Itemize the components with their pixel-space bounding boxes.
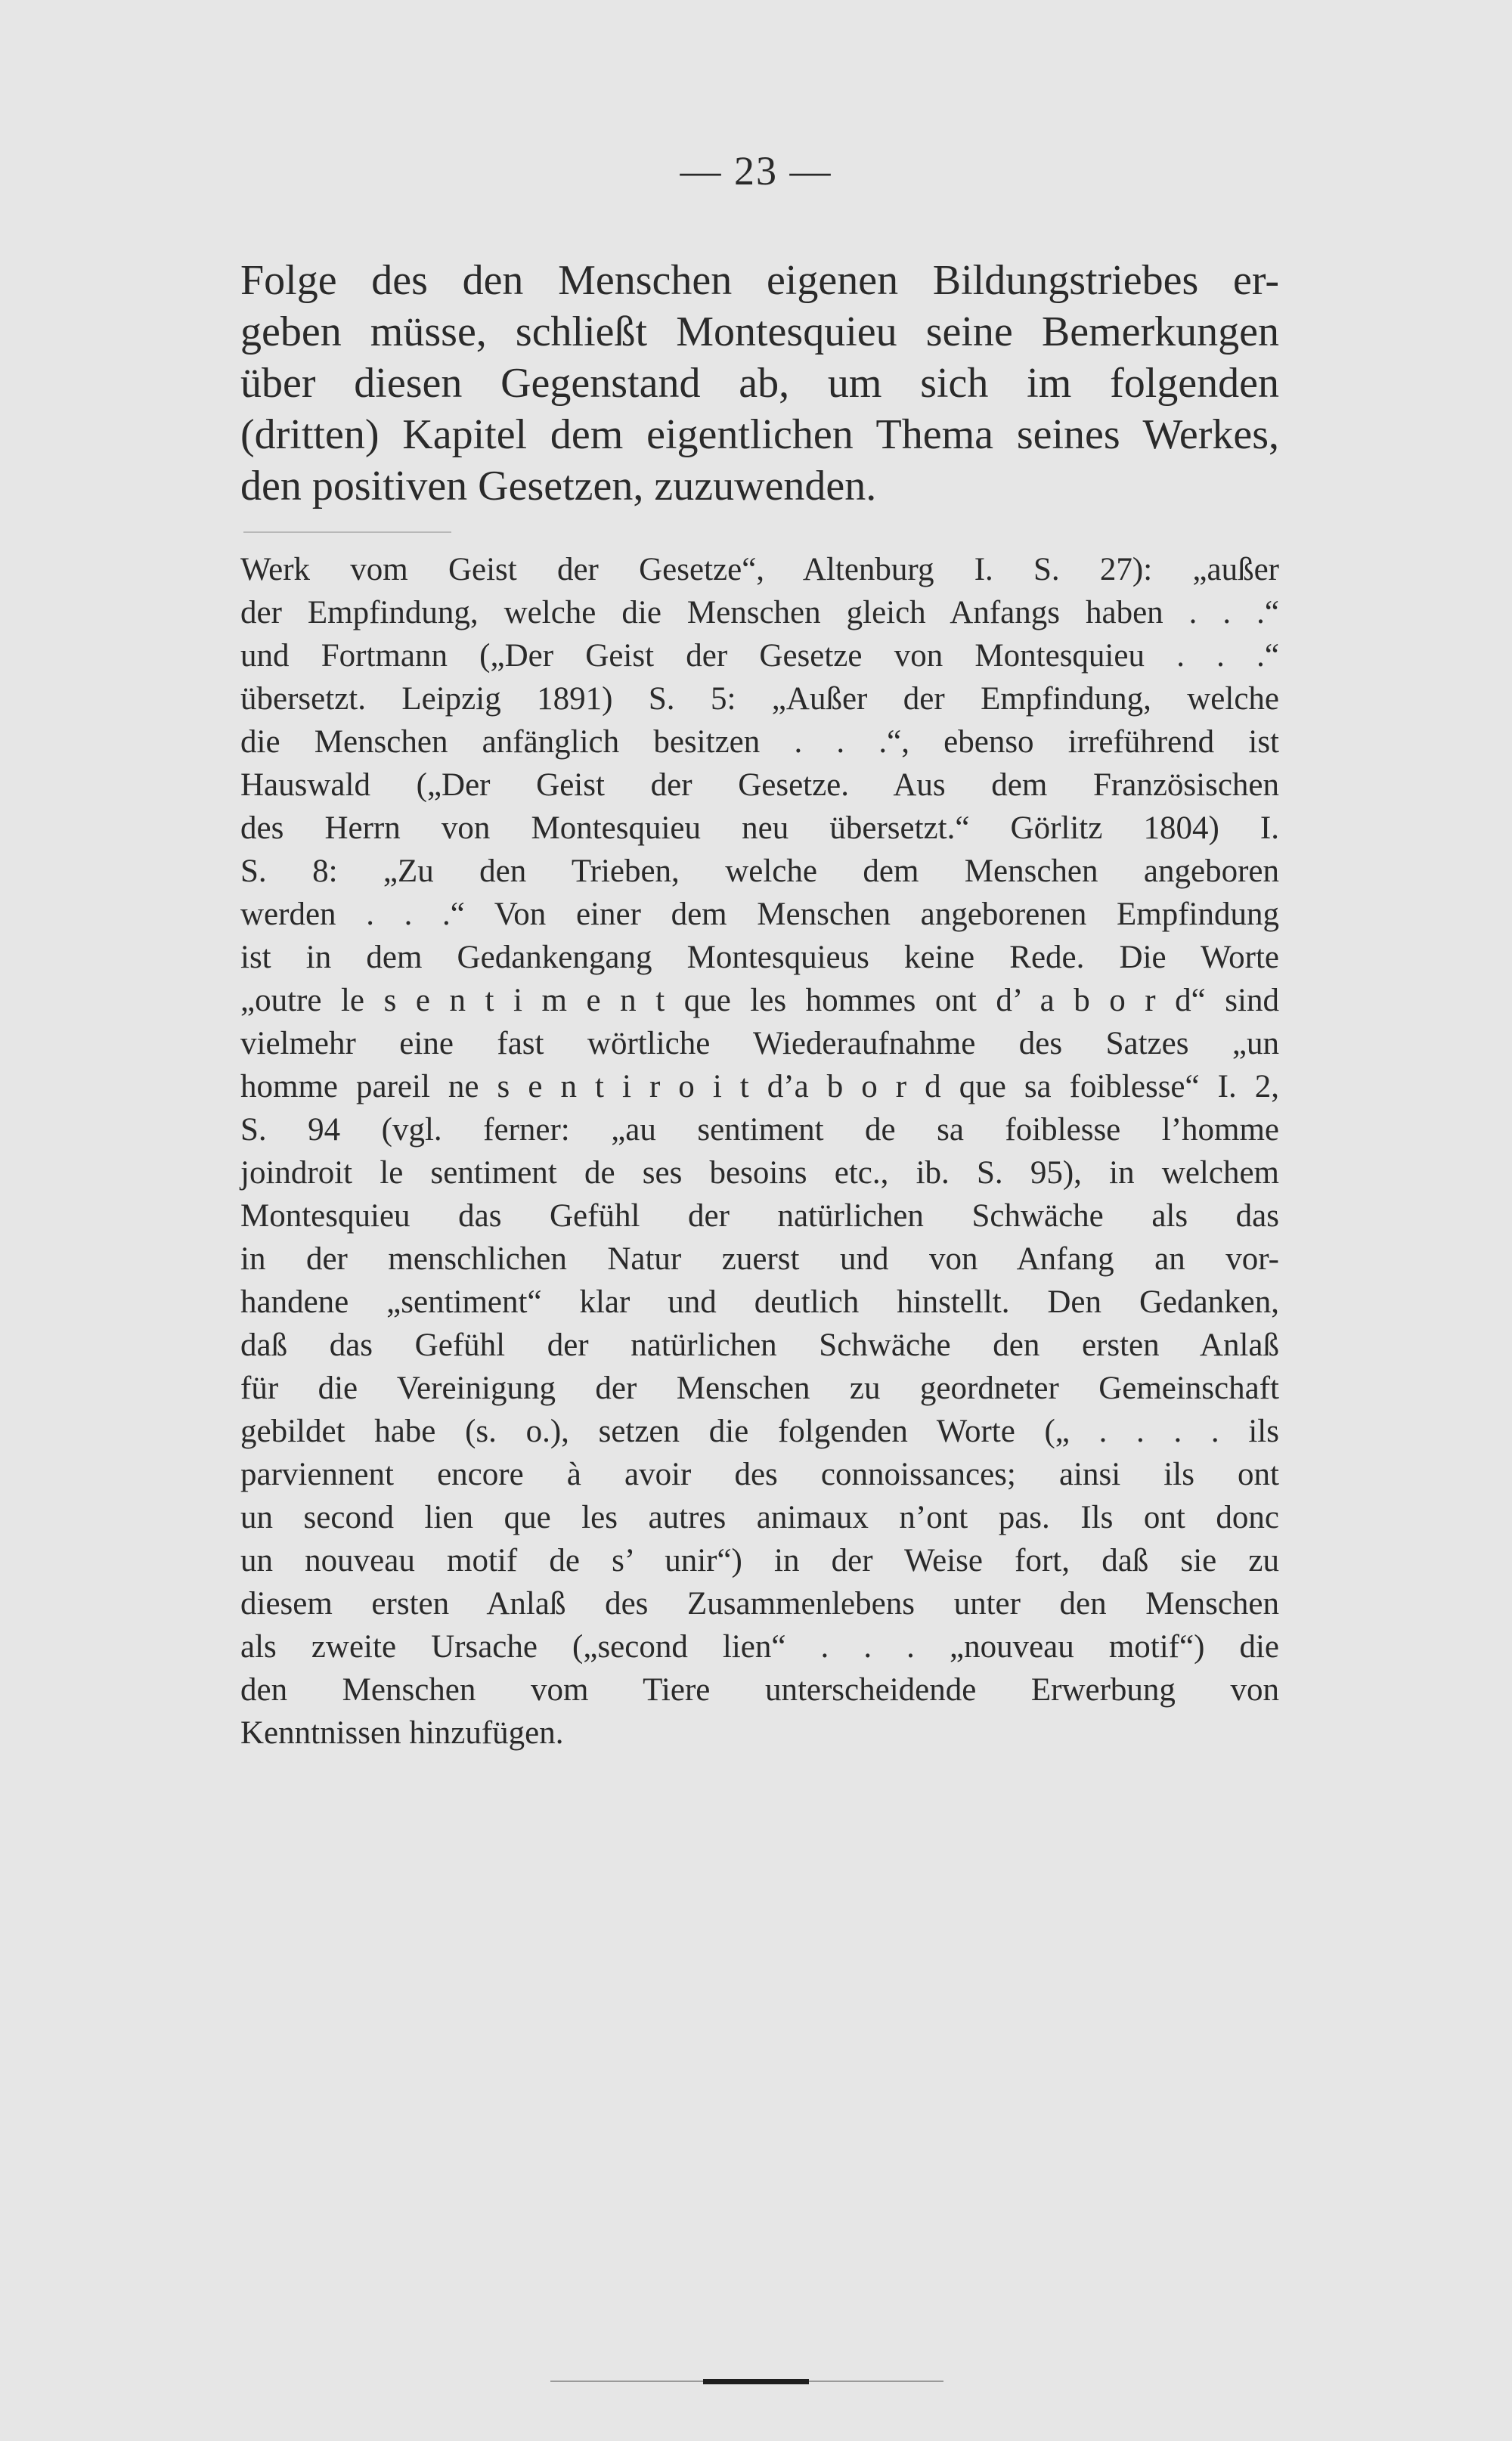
footnote-line: Kenntnissen hinzufügen. [240,1715,564,1751]
footnote-line: die Menschen anfänglich besitzen . . .“, ebenso irreführend ist [240,724,1279,760]
footnote-line: un nouveau motif de s’ unir“) in der Weise fort, daß sie zu [240,1543,1279,1578]
footnote-line: diesem ersten Anlaß des Zusammenlebens unter den Menschen [240,1586,1279,1622]
footnote-line: als zweite Ursache („second lien“ . . . „nouveau motif“) die [240,1629,1279,1665]
footnote-line: „outre le s e n t i m e n t que les hommes ont d’ a b o r d“ sind [240,983,1279,1018]
footnote-line: Werk vom Geist der Gesetze“, Altenburg I. S. 27): „außer [240,552,1279,587]
main-text-line: (dritten) Kapitel dem eigentlichen Thema seines Werkes, [240,411,1279,458]
footnote-line: S. 94 (vgl. ferner: „au sentiment de sa foiblesse l’homme [240,1112,1279,1148]
footnote-line: Hauswald („Der Geist der Gesetze. Aus dem Französischen [240,767,1279,803]
main-text-line: geben müsse, schließt Montesquieu seine Bemerkungen [240,308,1279,355]
page-number: — 23 — [680,148,832,194]
footnote-line: handene „sentiment“ klar und deutlich hinstellt. Den Gedanken, [240,1284,1279,1320]
footnote-line: Montesquieu das Gefühl der natürlichen Schwäche als das [240,1198,1279,1234]
footnote-line: werden . . .“ Von einer dem Menschen angeborenen Empfindung [240,897,1279,932]
footnote-line: parviennent encore à avoir des connoissances; ainsi ils ont [240,1457,1279,1492]
main-text-line: über diesen Gegenstand ab, um sich im folgenden [240,360,1279,407]
footnote-line: für die Vereinigung der Menschen zu geordneter Gemeinschaft [240,1371,1279,1406]
footnote-line: übersetzt. Leipzig 1891) S. 5: „Außer der Empfindung, welche [240,681,1279,717]
footnote-line: ist in dem Gedankengang Montesquieus keine Rede. Die Worte [240,940,1279,975]
footnote-separator [243,531,451,533]
footnote-line: der Empfindung, welche die Menschen gleich Anfangs haben . . .“ [240,595,1279,630]
footnote-line: und Fortmann („Der Geist der Gesetze von Montesquieu . . .“ [240,638,1279,674]
footnote-line: S. 8: „Zu den Trieben, welche dem Menschen angeboren [240,853,1279,889]
footnote-line: vielmehr eine fast wörtliche Wiederaufnahme des Satzes „un [240,1026,1279,1061]
footnote-line: joindroit le sentiment de ses besoins etc., ib. S. 95), in welchem [240,1155,1279,1191]
footnote-line: un second lien que les autres animaux n’ont pas. Ils ont donc [240,1500,1279,1535]
footnote-line: den Menschen vom Tiere unterscheidende Erwerbung von [240,1672,1279,1708]
footnote-line: daß das Gefühl der natürlichen Schwäche den ersten Anlaß [240,1327,1279,1363]
footnote-line: des Herrn von Montesquieu neu übersetzt.“ Görlitz 1804) I. [240,810,1279,846]
end-ornament-rule [0,2374,1512,2389]
footnote-line: gebildet habe (s. o.), setzen die folgenden Worte („ . . . . ils [240,1414,1279,1449]
main-text-line: Folge des den Menschen eigenen Bildungstriebes er- [240,257,1279,304]
main-text-line: den positiven Gesetzen, zuzuwenden. [240,463,877,510]
footnote-line: in der menschlichen Natur zuerst und von Anfang an vor- [240,1241,1279,1277]
footnote-line: homme pareil ne s e n t i r o i t d’a b o r d que sa foiblesse“ I. 2, [240,1069,1279,1104]
